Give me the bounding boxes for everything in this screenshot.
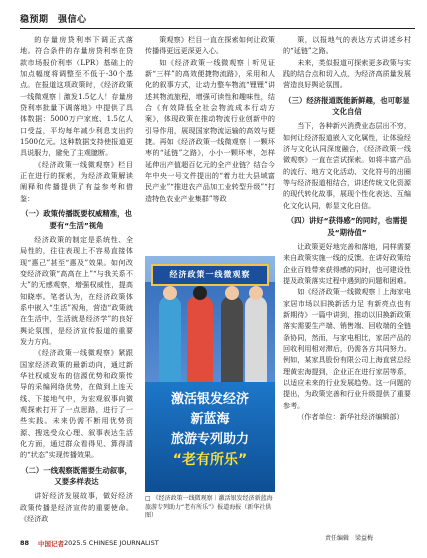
paragraph: 《经济政策一线微观察》紧跟国家经济政策的最新动向，通过新华社权威发布的信源优势和政策传导的采编网络优势，在做到上连天线、下接地气中，为宏观叙事向微观探索打开了一点思路，进行了一些实践。未来仍需不断用优势资源、搜选受众心理、叙事表达生活化方面，通过群众看得见、算得清的“状态”实现传播效果。: [20, 348, 133, 460]
performer-figure: [245, 296, 267, 386]
paragraph: 《经济政策一线微观察》栏目正在进行的探索，为经济政策解读阐释和传播提供了有益参考和借鉴：: [20, 159, 133, 203]
page-footer: [20, 539, 415, 551]
performer-figure: [187, 296, 213, 386]
header-rule: [20, 28, 415, 29]
page-header: [20, 4, 415, 30]
page-number: 88: [20, 539, 30, 547]
paragraph: 的存量房贷利率下调正式落地。符合条件的存量房贷利率在贷款市场报价利率（LPR）基础上的加点幅度将调整至不低于-30个基点。在报道这项政策时，《经济政策一线微观察｜激发1.5亿人！存量房贷利率批量下调落地》中提供了具体数据：5000万户家庭、1.5亿人口受益，平均每年减少利息支出约1500亿元。这种数据支持使报道更具说服力，避免了主观臆断。: [20, 35, 133, 158]
paragraph: 经济政策的制定是系统性、全局性的，往往表现上不容易直接体现“惠己”甚至“惠及”效果。如何改变经济政策“高高在上”“与我关系不大”的无感观察，增强权威性，提高知晓率。笔者认为，在经济政策体系中嵌入“生活”视角，营造“政策就在生活中，生活就是经济学”的良好舆论氛围，是经济宣传报道的重要发力方向。: [20, 234, 133, 346]
performer-head: [193, 286, 207, 300]
poster-banner: 经济政策一线微观察: [151, 264, 269, 286]
section-heading: （一）政策传播既要权威精准，也要有“生活”视角: [21, 209, 132, 230]
poster-line: 旅游专列助力: [170, 432, 249, 447]
poster-line: 激活银发经济: [170, 392, 249, 407]
section-heading: （四）讲好“获得感”的同时，也需提及“期待值”: [286, 216, 408, 237]
text-column-1: [20, 34, 133, 524]
performer-head: [163, 286, 177, 300]
section-tag: 稳预期 强信心: [20, 15, 87, 25]
paragraph: 如《经济政策一线微观察｜上海家电家居市场以旧换新活力足 有新亮点也有新期待》一篇中讲到，推动以旧换新政策落实需要生产端、销售端、回收端的全链条协同，然而，与家电相比，家居产品的回收利用相对滞后，仍需各方共同努力。例如，某家具股份有限公司上海直营总经理黄宏海提到，企业正在进行家居等系，以适应未来的行业发展趋势。这一问题的提出，为政策完善和行业升级提供了重要参考。: [283, 287, 411, 410]
paragraph: 如《经济政策一线微观察｜听见证新“三样”的高效便捷物流路》，采用和人化的叙事方式，让动力整车物流“锂锂”讲述其物流旅程，增强可读性和趣味性，结合《有效降低全社会物流成本行动方案》，体现政策在推动物流行业创新中的引导作用，展现国家物流运输的高效与便捷。再如《经济政策一线微观察｜一颗坏枣的“延链”之路》，小小一颗坏枣，怎样延伸出产值超百亿元的全产业链？结合今年中央一号文件提出的“着力壮大县域富民产业”“推进农产品加工业转型升级”“打造特色农业产业集群”等政: [145, 57, 275, 203]
poster-line: “老有所乐”: [172, 452, 248, 468]
performer-head: [249, 286, 263, 300]
poster-image: [145, 256, 275, 492]
section-heading: （二）一线观察既需要生动叙事，又要多样表达: [21, 465, 132, 487]
journal-logo: 中国记者: [38, 540, 64, 548]
performer-figure: [221, 296, 243, 386]
figure-caption: [145, 495, 275, 521]
performer-figure: [159, 296, 181, 386]
paragraph: 让政策更好地完善和落地，同样需要来自政策实施一线的反馈。在讲好政策给企业百姓带来获得感的同时，也可建设性提及政策落实过程中遇到的问题和困难。: [283, 241, 411, 285]
text-column-3: [283, 34, 411, 534]
paragraph: 讲好经济发展故事，做好经济政策传播是经济宣传的重要使命。《经济政: [20, 491, 133, 524]
section-heading: （三）经济报道既能新鲜趣，也可彰显文化自信: [284, 95, 410, 117]
responsible-editor: 责任编辑 梁益梅: [325, 535, 374, 542]
paragraph: 策，以报地气的表达方式讲述乡村的“延链”之路。: [283, 35, 411, 56]
paragraph: 当下，各种新兴消费业态层出不穷，如何让经济报道嵌入文化属性，让体验经济与文化认同深度融合，《经济政策一线微观察》一直在尝试探索。如将丰富产品的流行、地方文化活动、文化符号的出圈等与经济报道相结合，讲述传统文化资源的现代转化故事，展现个性化表达、互编化文化认同，彰显文化自信。: [283, 121, 411, 210]
poster-title-block: [145, 382, 275, 492]
caption-text: 《经济政策一线微观察｜激活银发经济新蓝海 旅游专列助力“老有所乐”》报道海报（新华社供图）: [145, 495, 273, 519]
author-note: （作者单位：新华社经济编辑部）: [297, 412, 404, 421]
paragraph: 未来，类似报道可探索更多政策与实践的结合点和切入点，为经济高质量发展营造良好舆论氛围。: [283, 57, 411, 90]
caption-square-icon: □: [145, 495, 151, 502]
poster-line: 新蓝海: [190, 412, 230, 427]
paragraph: 策观察》栏目一直在探索如何让政策传播得更远更深更入心。: [145, 35, 275, 56]
performer-head: [225, 286, 239, 300]
text-column-2: [145, 34, 275, 249]
issue-label: 2025.5 CHINESE JOURNALIST: [64, 539, 159, 547]
